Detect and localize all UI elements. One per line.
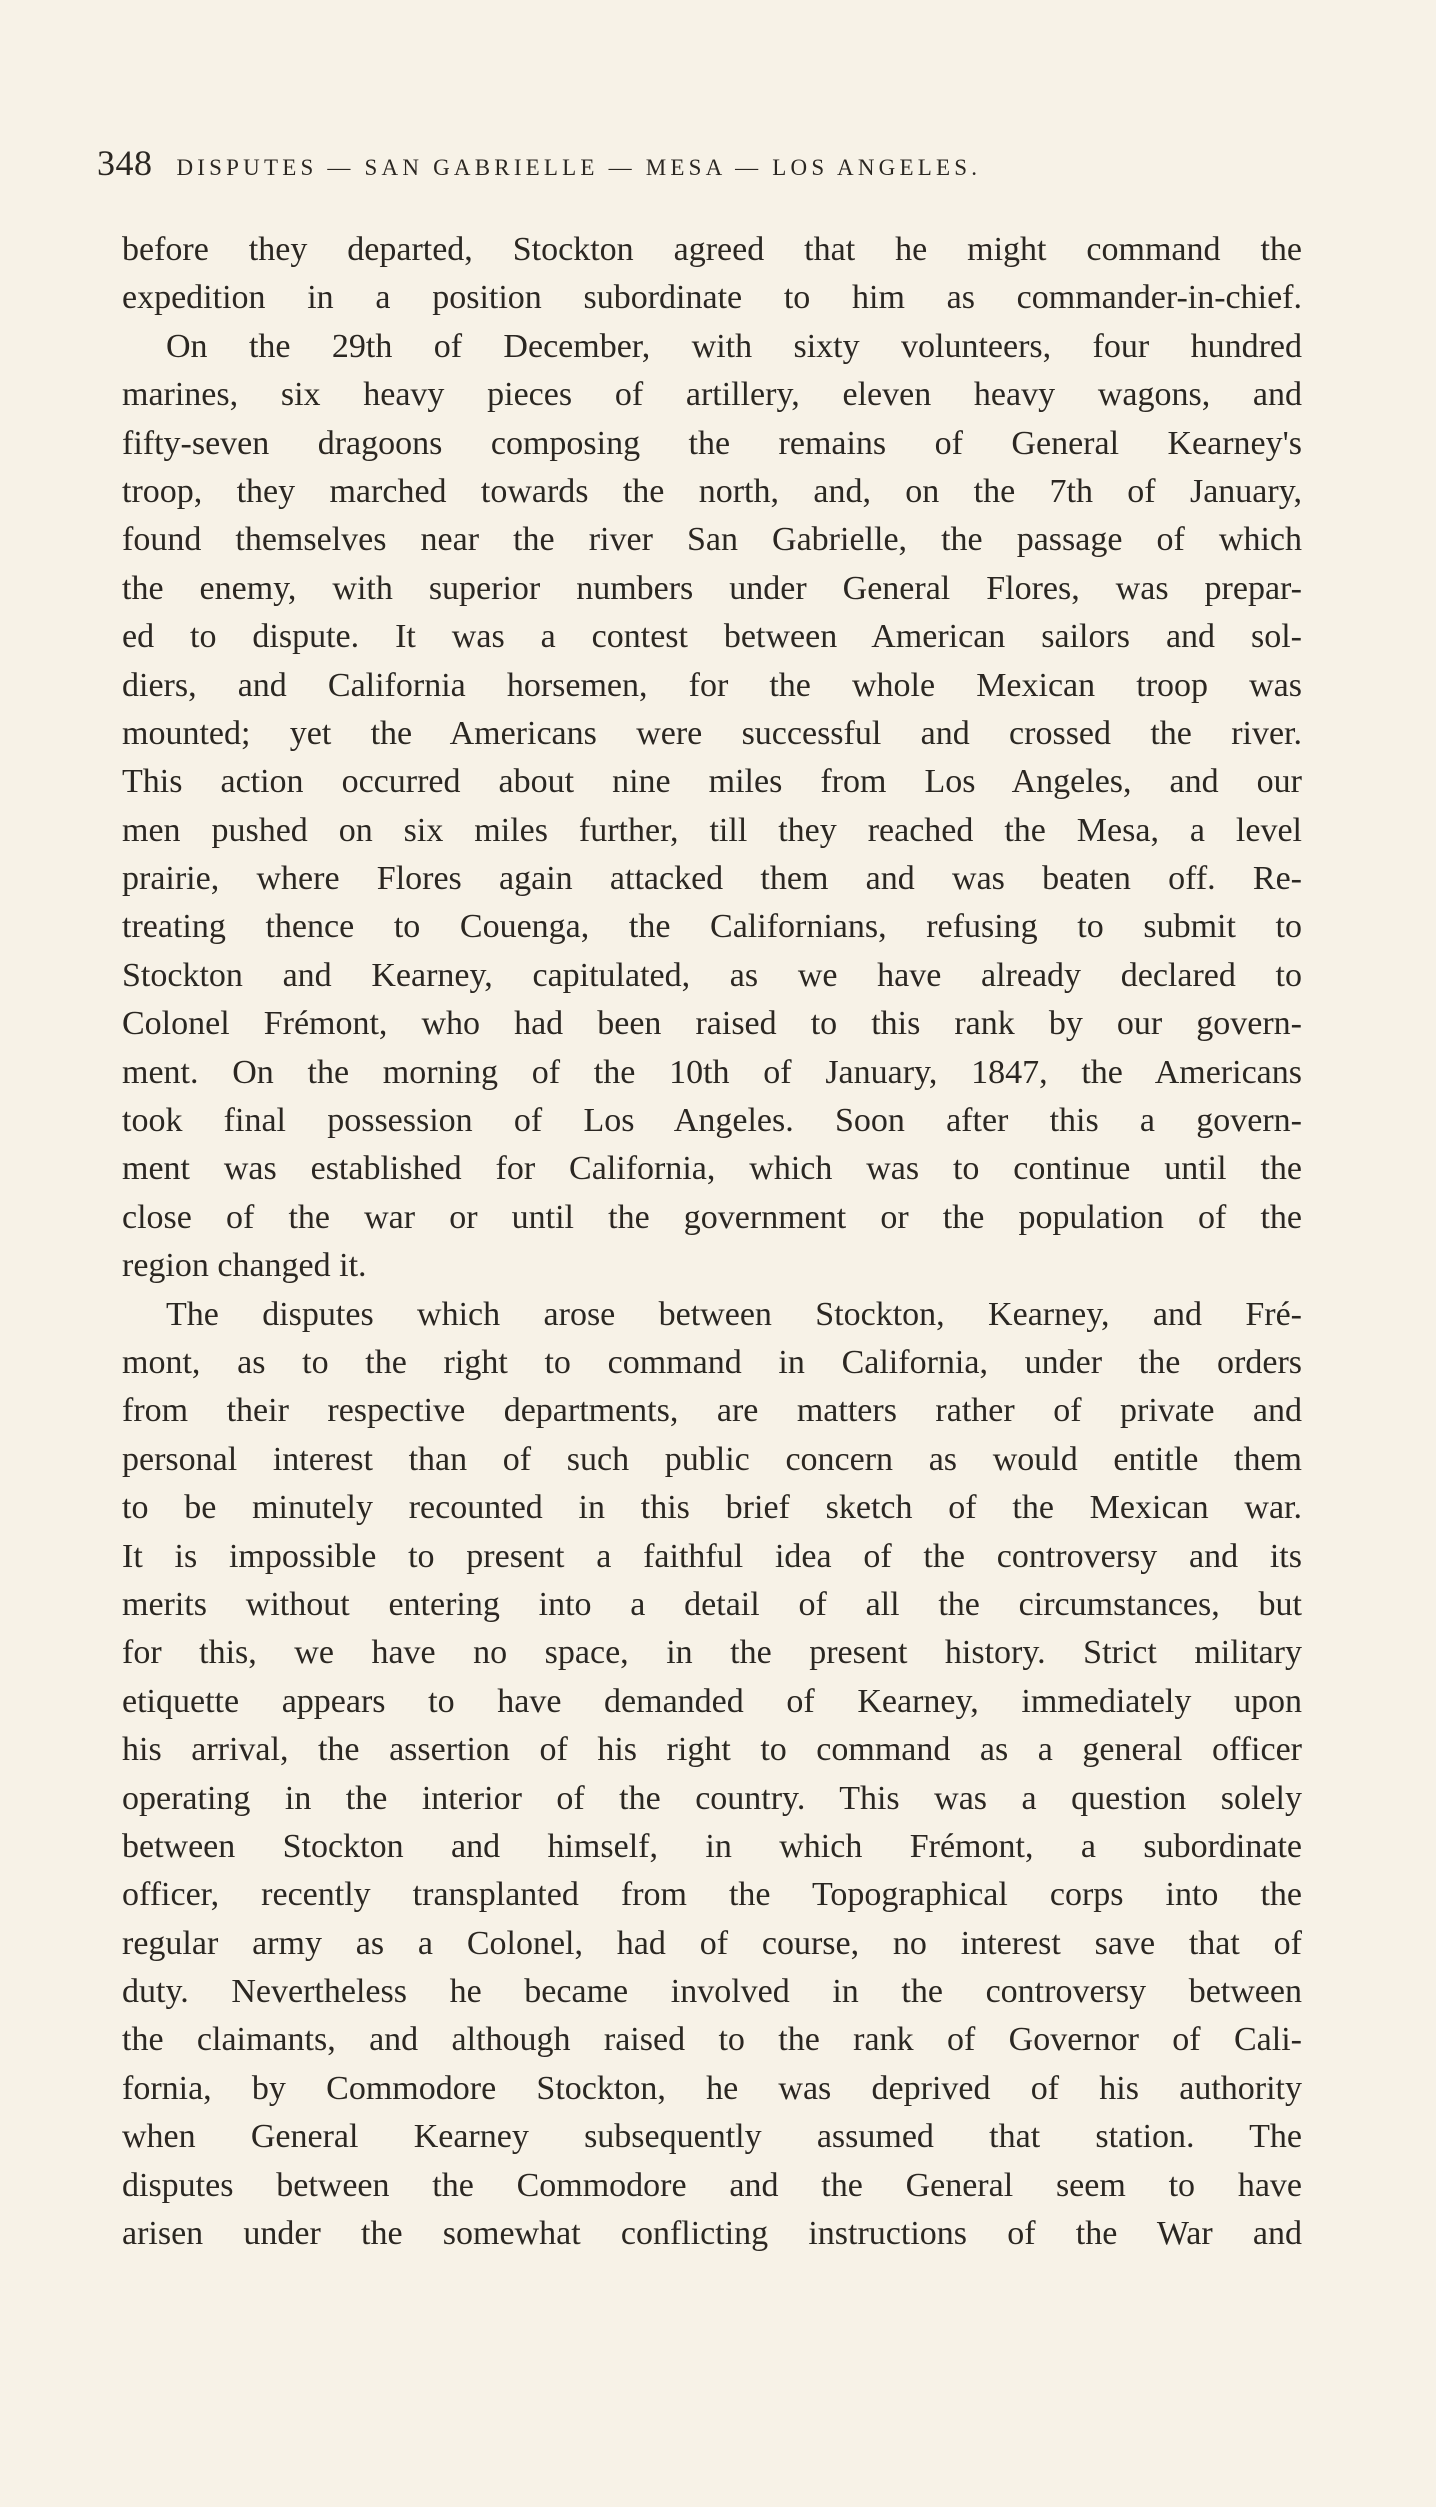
- text-line: etiquette appears to have demanded of Kearney, immediately upon: [122, 1682, 1302, 1720]
- text-line: arisen under the somewhat conflicting instructions of the War and: [122, 2215, 1302, 2253]
- page-number: 348: [97, 143, 153, 183]
- text-line: between Stockton and himself, in which Frémont, a subordinate: [122, 1827, 1302, 1865]
- text-line: ed to dispute. It was a contest between American sailors and sol-: [122, 618, 1302, 656]
- text-line: ment. On the morning of the 10th of January, 1847, the Americans: [122, 1053, 1302, 1091]
- text-line: his arrival, the assertion of his right to command as a general officer: [122, 1731, 1302, 1769]
- text-line: treating thence to Couenga, the Californians, refusing to submit to: [122, 908, 1302, 946]
- text-line: the claimants, and although raised to the rank of Governor of Cali-: [122, 2021, 1302, 2059]
- text-line: when General Kearney subsequently assumed that station. The: [122, 2118, 1302, 2156]
- text-line: officer, recently transplanted from the Topographical corps into the: [122, 1876, 1302, 1914]
- text-line: prairie, where Flores again attacked them and was beaten off. Re-: [122, 860, 1302, 898]
- text-line: before they departed, Stockton agreed that he might command the: [122, 231, 1302, 268]
- text-line: fornia, by Commodore Stockton, he was deprived of his authority: [122, 2069, 1302, 2107]
- text-line: the enemy, with superior numbers under General Flores, was prepar-: [122, 569, 1302, 607]
- text-line: found themselves near the river San Gabrielle, the passage of which: [122, 521, 1302, 559]
- text-line: duty. Nevertheless he became involved in the controversy between: [122, 1973, 1302, 2011]
- text-line: merits without entering into a detail of all the circumstances, but: [122, 1585, 1302, 1623]
- text-line: took final possession of Los Angeles. Soon after this a govern-: [122, 1102, 1302, 1140]
- text-line: ment was established for California, which was to continue until the: [122, 1150, 1302, 1188]
- text-line: personal interest than of such public concern as would entitle them: [122, 1440, 1302, 1478]
- paragraph-first-line: The disputes which arose between Stockton, Kearney, and Fré-: [166, 1295, 1302, 1333]
- paragraph-last-line: region changed it.: [122, 1247, 367, 1285]
- text-line: disputes between the Commodore and the General seem to have: [122, 2166, 1302, 2204]
- page-header: [97, 142, 1307, 192]
- text-line: close of the war or until the government or the population of the: [122, 1198, 1302, 1236]
- text-line: troop, they marched towards the north, and, on the 7th of January,: [122, 472, 1302, 510]
- text-line: expedition in a position subordinate to him as commander-in-chief.: [122, 279, 1302, 317]
- running-title: DISPUTES — SAN GABRIELLE — MESA — LOS ANGELES.: [176, 155, 982, 180]
- text-line: operating in the interior of the country. This was a question solely: [122, 1779, 1302, 1817]
- paragraph-first-line: On the 29th of December, with sixty volunteers, four hundred: [166, 327, 1302, 365]
- text-line: from their respective departments, are matters rather of private and: [122, 1392, 1302, 1430]
- text-line: mounted; yet the Americans were successful and crossed the river.: [122, 714, 1302, 752]
- text-line: Stockton and Kearney, capitulated, as we have already declared to: [122, 956, 1302, 994]
- text-line: men pushed on six miles further, till they reached the Mesa, a level: [122, 811, 1302, 849]
- text-line: marines, six heavy pieces of artillery, eleven heavy wagons, and: [122, 376, 1302, 414]
- text-line: diers, and California horsemen, for the whole Mexican troop was: [122, 666, 1302, 704]
- text-line: Colonel Frémont, who had been raised to this rank by our govern-: [122, 1005, 1302, 1043]
- text-line: to be minutely recounted in this brief sketch of the Mexican war.: [122, 1489, 1302, 1527]
- body-text: [122, 226, 1302, 2258]
- text-line: for this, we have no space, in the present history. Strict military: [122, 1634, 1302, 1672]
- text-line: It is impossible to present a faithful idea of the controversy and its: [122, 1537, 1302, 1575]
- text-line: regular army as a Colonel, had of course, no interest save that of: [122, 1924, 1302, 1962]
- text-line: mont, as to the right to command in California, under the orders: [122, 1343, 1302, 1381]
- text-line: fifty-seven dragoons composing the remains of General Kearney's: [122, 424, 1302, 462]
- text-line: This action occurred about nine miles from Los Angeles, and our: [122, 763, 1302, 801]
